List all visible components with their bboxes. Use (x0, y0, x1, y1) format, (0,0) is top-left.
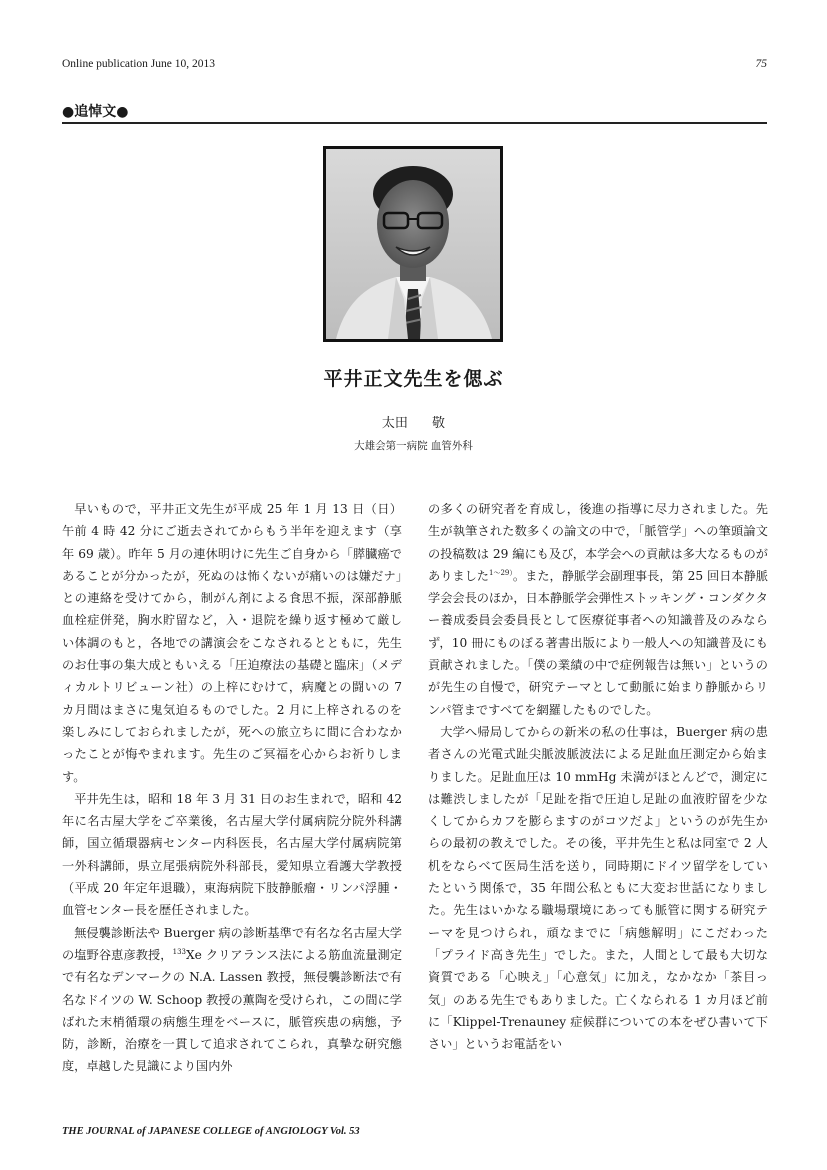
page-number: 75 (755, 58, 767, 70)
body-text: Xe クリアランス法による筋血流量測定で有名なデンマークの N.A. Lassen 教授，無侵襲診断法で有名なドイツの W. Schoop 教授の薫陶を受けられ，この間に学ばれた末梢循環の病態生理をベースに，脈管疾患の病態，予防，診断，治療を一貫して追求されてこられ，真摯な研究態度，卓越した見識により国内外 (62, 947, 403, 1074)
body-column-left (62, 498, 402, 1078)
publication-date: Online publication June 10, 2013 (62, 58, 215, 70)
portrait-illustration (326, 149, 500, 339)
section-label: ●追悼文● (62, 104, 129, 120)
isotope-superscript: 133 (172, 947, 186, 956)
portrait-photo (323, 146, 503, 342)
body-paragraph: 早いもので，平井正文先生が平成 25 年 1 月 13 日（日）午前 4 時 42 分にご逝去されてからもう半年を迎えます（享年 69 歳）。昨年 5 月の連休明けに先生ご自身から「膵臓癌であることが分かったが，死ぬのは怖くないが痛いのは嫌だナ」との連絡を受けてから，制がん剤による食思不振，深部静脈血栓症併発，胸水貯留など，入・退院を繰り返す極めて厳しい体調のもと，各地での講演会をこなされるとともに，先生のお仕事の集大成ともいえる「圧迫療法の基礎と臨床」（メディカルトリビューン社）の上梓にむけて，病魔との闘いの 7 カ月間はまさに鬼気迫るものでした。2 月に上梓されるのを楽しみにしておられましたが，死への旅立ちに間に合わなかったことが悔やまれます。先生のご冥福を心からお祈りします。 (62, 502, 402, 784)
body-paragraph (428, 498, 768, 721)
journal-footer: THE JOURNAL of JAPANESE COLLEGE of ANGIOLOGY Vol. 53 (62, 1126, 360, 1137)
body-paragraph: 平井先生は，昭和 18 年 3 月 31 日のお生まれで，昭和 42 年に名古屋大学をご卒業後，名古屋大学付属病院分院外科講師，国立循環器病センター内科医長，名古屋大学付属病院第一外科講師，県立尾張病院外科部長，愛知県立看護大学教授（平成 20 年定年退職），東海病院下肢静脈瘤・リンパ浮腫・血管センター長を歴任されました。 (62, 791, 402, 918)
body-paragraph (62, 922, 402, 1078)
article-title: 平井正文先生を偲ぶ (323, 368, 504, 390)
author-name: 太田 敬 (381, 416, 446, 431)
body-paragraph: 大学へ帰局してからの新米の私の仕事は，Buerger 病の患者さんの光電式趾尖脈波脈波法による足趾血圧測定から始まりました。足趾血圧は 10 mmHg 未満がほとんどで，測定には難渋しましたが「足趾を指で圧迫し足趾の血液貯留を少なくしてからカフを膨らますのがコツだよ」というのが先生からの最初の教えでした。その後，平井先生と私は同室で 2 人机をならべて医局生活を送り，同時期にドイツ留学をしていたという関係で，35 年間公私ともに大変お世話になりました。先生はいかなる職場環境にあっても脈管に関する研究テーマを見つけられ，頑なまでに「病態解明」にこだわった「プライド高き先生」でした。また，人間として最も大切な資質である「心映え」「心意気」に加え，なかなか「茶目っ気」のある先生でもありました。亡くなられる 1 カ月ほど前に「Klippel-Trenauney 症候群についての本をぜひ書いて下さい」というお電話をい (428, 724, 768, 1052)
body-column-right (428, 498, 768, 1055)
header-rule (62, 122, 767, 124)
citation-superscript: 1〜29） (489, 568, 513, 577)
author-affiliation: 大雄会第一病院 血管外科 (354, 440, 473, 452)
body-text: 無侵襲診断法や Buerger 病の診断基準で有名な名古屋大学の塩野谷恵彦教授， (62, 925, 402, 962)
body-text: の多くの研究者を育成し，後進の指導に尽力されました。先生が執筆された数多くの論文の中で，「脈管学」への筆頭論文の投稿数は 29 編にも及び，本学会への貢献は多大なるものがありました (428, 502, 768, 583)
body-text: 。また，静脈学会副理事長，第 25 回日本静脈学会会長のほか，日本静脈学会弾性ストッキング・コンダクター養成委員会委員長として医療従事者への知識普及のみならず，10 冊にものぼる著書出版により一般人への知識普及にも貢献されました。「僕の業績の中で症例報告は無い」というのが先生の自慢で，研究テーマとして動脈に始まり静脈からリンパ管まですべてを網羅したものでした。 (428, 568, 768, 717)
